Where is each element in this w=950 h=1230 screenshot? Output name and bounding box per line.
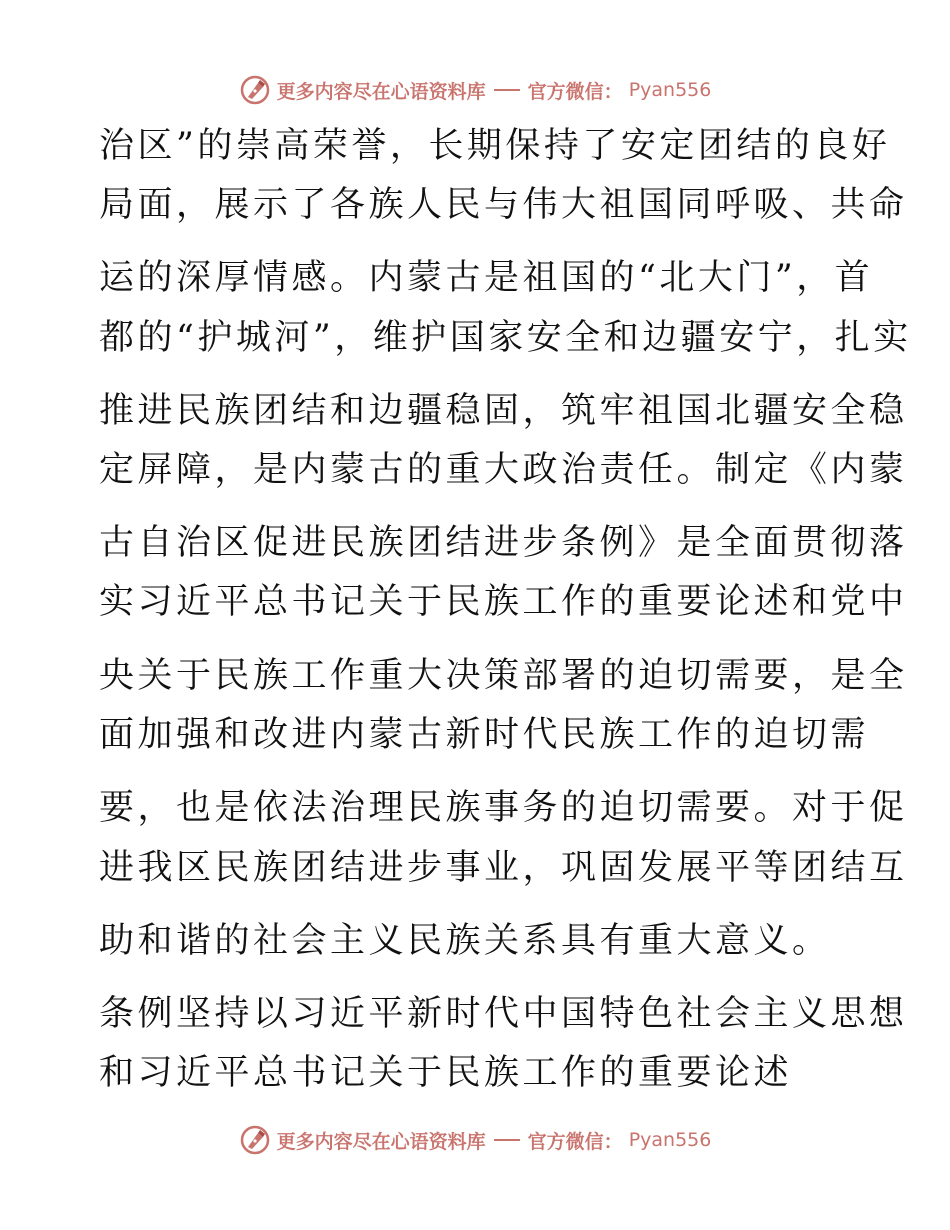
footer-watermark — [0, 1122, 950, 1158]
text-line: 央关于民族工作重大决策部署的迫切需要，是全 — [99, 656, 908, 696]
text-line: 治区”的崇高荣誉，长期保持了安定团结的良好 — [99, 126, 891, 166]
text-line: 面加强和改进内蒙古新时代民族工作的迫切需 — [99, 715, 870, 755]
watermark-divider — [494, 1139, 520, 1141]
text-line: 助和谐的社会主义民族关系具有重大意义。 — [99, 921, 831, 961]
text-line: 运的深厚情感。内蒙古是祖国的“北大门”，首 — [99, 258, 874, 298]
text-line: 推进民族团结和边疆稳固，筑牢祖国北疆安全稳 — [99, 391, 908, 431]
header-watermark — [0, 72, 950, 108]
text-line: 要，也是依法治理民族事务的迫切需要。对于促 — [99, 788, 908, 828]
watermark-wechat-id: Pyan556 — [628, 79, 712, 101]
text-line: 实习近平总书记关于民族工作的重要论述和党中 — [99, 582, 908, 622]
watermark-wechat-label: 官方微信： — [527, 80, 623, 103]
watermark-wechat-label: 官方微信： — [527, 1130, 623, 1153]
pen-nib-circle-icon — [239, 1124, 271, 1156]
text-line: 进我区民族团结进步事业，巩固发展平等团结互 — [99, 848, 908, 888]
text-line: 古自治区促进民族团结进步条例》是全面贯彻落 — [99, 523, 908, 563]
text-line: 和习近平总书记关于民族工作的重要论述 — [99, 1053, 793, 1093]
watermark-site-text: 更多内容尽在心语资料库 — [276, 80, 486, 103]
watermark-wechat-id: Pyan556 — [628, 1129, 712, 1151]
text-line: 都的“护城河”，维护国家安全和边疆安宁，扎实 — [99, 318, 912, 358]
text-line: 定屏障，是内蒙古的重大政治责任。制定《内蒙 — [99, 450, 908, 490]
text-line: 局面，展示了各族人民与伟大祖国同呼吸、共命 — [99, 185, 908, 225]
pen-nib-circle-icon — [239, 74, 271, 106]
text-line: 条例坚持以习近平新时代中国特色社会主义思想 — [99, 994, 908, 1034]
watermark-site-text: 更多内容尽在心语资料库 — [276, 1130, 486, 1153]
watermark-divider — [494, 89, 520, 91]
